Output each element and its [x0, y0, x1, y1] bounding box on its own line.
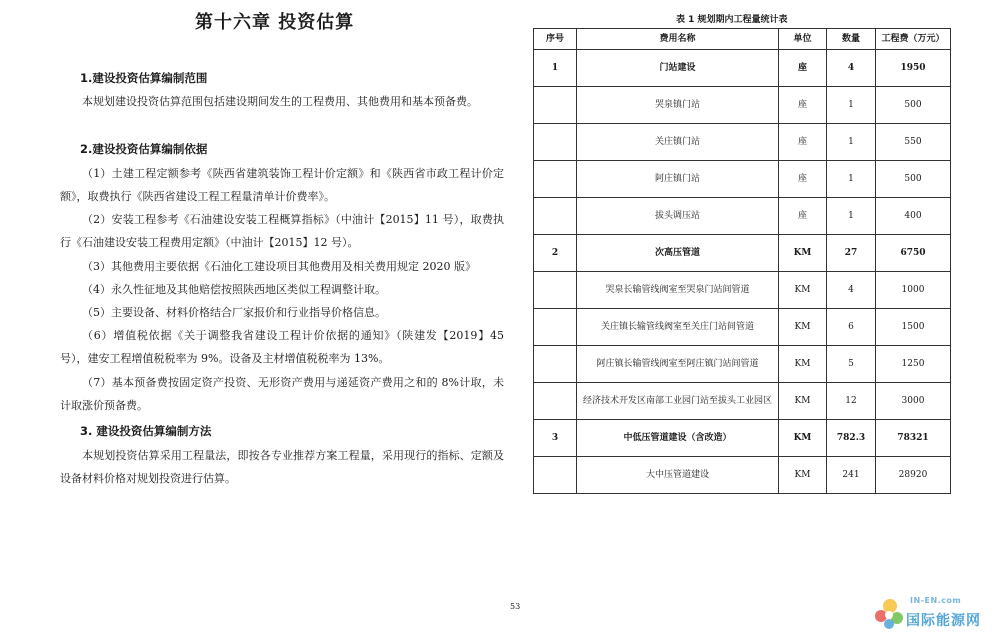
cell-cost: 6750 [876, 235, 951, 272]
cell-no [534, 198, 577, 235]
cell-unit: 座 [779, 87, 827, 124]
cell-no [534, 124, 577, 161]
header-no: 序号 [534, 29, 577, 50]
section2-item-5: （5）主要设备、材料价格结合厂家报价和行业指导价格信息。 [82, 306, 386, 319]
cell-qty: 241 [827, 457, 876, 494]
table-row [534, 346, 951, 383]
cell-unit: KM [779, 383, 827, 420]
cell-qty: 1 [827, 198, 876, 235]
table-row [534, 161, 951, 198]
cell-no [534, 309, 577, 346]
section2-item-1: （1）土建工程定额参考《陕西省建筑装饰工程计价定额》和《陕西省市政工程计价定额》，取费执行《陕西省建设工程工程量清单计价费率》。 [60, 167, 504, 203]
section1-text: 本规划建设投资估算范围包括建设期间发生的工程费用、其他费用和基本预备费。 [82, 95, 478, 108]
section2-item-6: （6）增值税依据《关于调整我省建设工程计价依据的通知》（陕建发【2019】45 号），建安工程增值税税率为 9%。设备及主材增值税税率为 13%。 [60, 329, 504, 365]
cell-unit: 座 [779, 198, 827, 235]
cell-cost: 550 [876, 124, 951, 161]
cell-qty: 27 [827, 235, 876, 272]
cell-qty: 5 [827, 346, 876, 383]
cell-qty: 1 [827, 124, 876, 161]
cell-unit: KM [779, 420, 827, 457]
cell-no [534, 457, 577, 494]
cell-qty: 1 [827, 161, 876, 198]
cell-unit: 座 [779, 50, 827, 87]
table-title: 表 1 规划期内工程量统计表 [676, 15, 788, 25]
table-row [534, 457, 951, 494]
quantity-table [533, 28, 951, 494]
header-name: 费用名称 [577, 29, 779, 50]
logo-text-en: IN-EN.com [910, 596, 962, 605]
section1-heading: 1.建设投资估算编制范围 [80, 71, 208, 85]
page-number: 53 [510, 602, 521, 611]
cell-name: 关庄镇长输管线阀室至关庄门站间管道 [577, 309, 779, 346]
section2-item-7: （7）基本预备费按固定资产投资、无形资产费用与递延资产费用之和的 8%计取，未计取涨价预备费。 [60, 376, 504, 412]
cell-no [534, 346, 577, 383]
table-row [534, 272, 951, 309]
cell-unit: 座 [779, 161, 827, 198]
table-row [534, 383, 951, 420]
cell-name: 哭泉镇门站 [577, 87, 779, 124]
table-row [534, 50, 951, 87]
table-header-row [534, 29, 951, 50]
cell-unit: KM [779, 235, 827, 272]
cell-cost: 1000 [876, 272, 951, 309]
cell-cost: 1950 [876, 50, 951, 87]
section2-item-3: （3）其他费用主要依据《石油化工建设项目其他费用及相关费用规定 2020 版》 [82, 260, 476, 273]
cell-no: 1 [534, 50, 577, 87]
section2-heading: 2.建设投资估算编制依据 [80, 142, 208, 156]
cell-name: 阿庄镇长输管线阀室至阿庄镇门站间管道 [577, 346, 779, 383]
cell-cost: 1500 [876, 309, 951, 346]
cell-qty: 4 [827, 50, 876, 87]
cell-unit: KM [779, 309, 827, 346]
table-row [534, 198, 951, 235]
table-row [534, 87, 951, 124]
logo-text-cn: 国际能源网 [906, 613, 981, 629]
cell-cost: 78321 [876, 420, 951, 457]
cell-name: 哭泉长输管线阀室至哭泉门站间管道 [577, 272, 779, 309]
cell-name: 经济技术开发区南部工业园门站至拔头工业园区 [577, 383, 779, 420]
cell-unit: KM [779, 346, 827, 383]
cell-cost: 500 [876, 161, 951, 198]
table-row [534, 309, 951, 346]
cell-cost: 1250 [876, 346, 951, 383]
cell-cost: 28920 [876, 457, 951, 494]
cell-qty: 12 [827, 383, 876, 420]
cell-qty: 782.3 [827, 420, 876, 457]
cell-unit: KM [779, 272, 827, 309]
table-row [534, 420, 951, 457]
table-row [534, 235, 951, 272]
cell-no [534, 383, 577, 420]
cell-name: 阿庄镇门站 [577, 161, 779, 198]
cell-no [534, 272, 577, 309]
cell-name: 门站建设 [577, 50, 779, 87]
cell-cost: 500 [876, 87, 951, 124]
section2-item-2: （2）安装工程参考《石油建设安装工程概算指标》（中油计【2015】11 号），取费执行《石油建设安装工程费用定额》（中油计【2015】12 号）。 [60, 213, 504, 249]
cell-qty: 1 [827, 87, 876, 124]
header-unit: 单位 [779, 29, 827, 50]
cell-name: 拔头调压站 [577, 198, 779, 235]
cell-cost: 3000 [876, 383, 951, 420]
section3-heading: 3. 建设投资估算编制方法 [80, 424, 212, 438]
cell-no [534, 87, 577, 124]
cell-name: 中低压管道建设（含改造） [577, 420, 779, 457]
cell-qty: 4 [827, 272, 876, 309]
cell-name: 大中压管道建设 [577, 457, 779, 494]
cell-name: 次高压管道 [577, 235, 779, 272]
cell-unit: KM [779, 457, 827, 494]
chapter-title: 第十六章 投资估算 [195, 12, 355, 33]
section3-text: 本规划投资估算采用工程量法，即按各专业推荐方案工程量，采用现行的指标、定额及设备材料价格对规划投资进行估算。 [60, 449, 504, 485]
cell-unit: 座 [779, 124, 827, 161]
header-cost: 工程费（万元） [876, 29, 951, 50]
cell-no [534, 161, 577, 198]
cell-no: 2 [534, 235, 577, 272]
cell-no: 3 [534, 420, 577, 457]
cell-qty: 6 [827, 309, 876, 346]
section2-item-4: （4）永久性征地及其他赔偿按照陕西地区类似工程调整计取。 [82, 283, 386, 296]
cell-name: 关庄镇门站 [577, 124, 779, 161]
table-row [534, 124, 951, 161]
header-qty: 数量 [827, 29, 876, 50]
cell-cost: 400 [876, 198, 951, 235]
